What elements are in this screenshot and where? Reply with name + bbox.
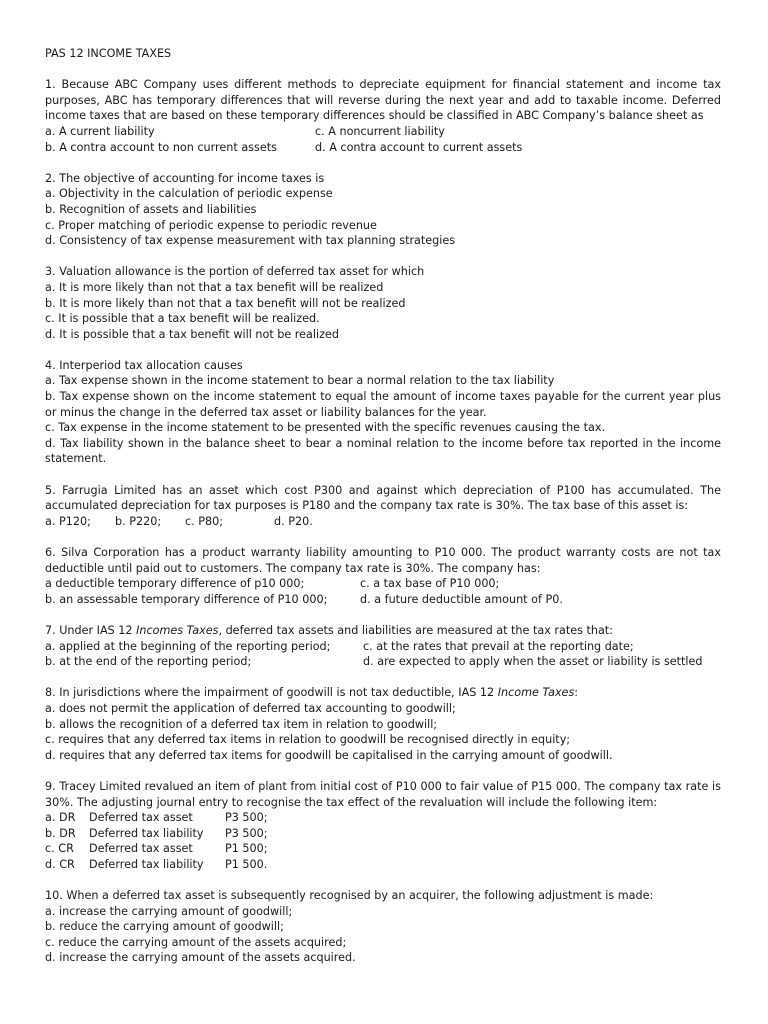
option-d: d. Consistency of tax expense measurement with tax planning strategies — [45, 234, 456, 248]
option-d: d. a future deductible amount of P0. — [360, 592, 563, 606]
question-8 — [45, 685, 721, 763]
option-b: b. reduce the carrying amount of goodwill; — [45, 920, 284, 934]
option-a: a. A current liability — [45, 124, 155, 138]
option-d: d. are expected to apply when the asset or liability is settled — [363, 655, 703, 669]
option-c: c. at the rates that prevail at the reporting date; — [363, 639, 634, 653]
question-stem: 2. The objective of accounting for income taxes is — [45, 171, 325, 185]
question-9 — [45, 779, 721, 873]
journal-row: c. CR Deferred tax asset P1 500; — [45, 842, 268, 856]
option-a: a. Objectivity in the calculation of periodic expense — [45, 187, 333, 201]
question-stem: 4. Interperiod tax allocation causes — [45, 358, 243, 372]
question-1 — [45, 77, 721, 155]
question-stem: 6. Silva Corporation has a product warranty liability amounting to P10 000. The product warranty costs are not tax deductible until paid out to customers. The company tax rate is 30%. The company has: — [45, 546, 721, 575]
journal-row: d. CR Deferred tax liability P1 500. — [45, 857, 268, 871]
question-stem: 3. Valuation allowance is the portion of deferred tax asset for which — [45, 265, 425, 279]
document-title: PAS 12 INCOME TAXES — [45, 47, 172, 60]
question-5 — [45, 483, 721, 530]
question-stem: 10. When a deferred tax asset is subsequently recognised by an acquirer, the following adjustment is made: — [45, 889, 654, 903]
option-b: b. Recognition of assets and liabilities — [45, 202, 257, 216]
option-c: c. a tax base of P10 000; — [360, 577, 500, 591]
option-c: c. It is possible that a tax benefit will be realized. — [45, 312, 320, 326]
option-d: d. requires that any deferred tax items for goodwill be capitalised in the carrying amount of goodwill. — [45, 748, 613, 762]
question-4 — [45, 358, 721, 467]
option-a: a deductible temporary difference of p10 000; — [45, 577, 305, 591]
option-d: d. A contra account to current assets — [315, 140, 523, 154]
question-7 — [45, 623, 721, 670]
option-c: c. reduce the carrying amount of the assets acquired; — [45, 935, 347, 949]
option-b: b. P220; — [115, 514, 162, 528]
option-b: b. at the end of the reporting period; — [45, 655, 252, 669]
standard-title: Incomes Taxes — [136, 623, 219, 637]
option-c: c. P80; — [185, 514, 224, 528]
option-d: d. Tax liability shown in the balance sheet to bear a nominal relation to the income before tax reported in the income statement. — [45, 436, 721, 466]
question-stem: 8. In jurisdictions where the impairment of goodwill is not tax deductible, IAS 12 Income Taxes: — [45, 686, 579, 700]
question-6 — [45, 545, 721, 607]
option-b: b. an assessable temporary difference of P10 000; — [45, 592, 328, 606]
option-c: c. Proper matching of periodic expense to periodic revenue — [45, 218, 377, 232]
option-a: a. increase the carrying amount of goodwill; — [45, 904, 293, 918]
question-stem: 9. Tracey Limited revalued an item of plant from initial cost of P10 000 to fair value of P15 000. The company tax rate is 30%. The adjusting journal entry to recognise the tax effect of the revaluation will include the following item: — [45, 779, 721, 809]
option-d: d. P20. — [274, 514, 313, 528]
option-a: a. applied at the beginning of the reporting period; — [45, 639, 331, 653]
option-d: d. It is possible that a tax benefit will not be realized — [45, 327, 339, 341]
option-a: a. It is more likely than not that a tax benefit will be realized — [45, 280, 384, 294]
document-page — [45, 46, 721, 982]
option-b: b. Tax expense shown on the income statement to equal the amount of income taxes payable for the current year plus or minus the change in the deferred tax asset or liability balances for the year. — [45, 390, 721, 419]
option-a: a. P120; — [45, 514, 91, 528]
question-stem: 7. Under IAS 12 Incomes Taxes, deferred tax assets and liabilities are measured at the tax rates that: — [45, 623, 613, 637]
option-a: a. does not permit the application of deferred tax accounting to goodwill; — [45, 701, 456, 715]
option-b: b. allows the recognition of a deferred tax item in relation to goodwill; — [45, 717, 438, 731]
option-d: d. increase the carrying amount of the assets acquired. — [45, 951, 356, 965]
standard-title: Income Taxes — [497, 686, 575, 700]
question-stem: 5. Farrugia Limited has an asset which cost P300 and against which depreciation of P100 has accumulated. The accumulated depreciation for tax purposes is P180 and the company tax rate is 30%. The tax base of this asset is: — [45, 483, 721, 513]
option-b: b. It is more likely than not that a tax benefit will not be realized — [45, 296, 406, 310]
option-c: c. A noncurrent liability — [315, 124, 445, 138]
option-a: a. Tax expense shown in the income statement to bear a normal relation to the tax liability — [45, 374, 555, 388]
option-c: c. Tax expense in the income statement to be presented with the specific revenues causing the tax. — [45, 421, 606, 435]
journal-row: a. DR Deferred tax asset P3 500; — [45, 811, 268, 825]
journal-row: b. DR Deferred tax liability P3 500; — [45, 826, 268, 840]
question-10 — [45, 888, 721, 966]
question-2 — [45, 171, 721, 249]
option-c: c. requires that any deferred tax items in relation to goodwill be recognised directly in equity; — [45, 733, 571, 747]
option-b: b. A contra account to non current assets — [45, 140, 277, 154]
question-3 — [45, 264, 721, 342]
question-stem: 1. Because ABC Company uses different methods to depreciate equipment for financial statement and income tax purposes, ABC has temporary differences that will reverse during the next year and add to taxable income. Deferred income taxes that are based on these temporary differences should be classified in ABC Company’s balance sheet as — [45, 78, 721, 123]
